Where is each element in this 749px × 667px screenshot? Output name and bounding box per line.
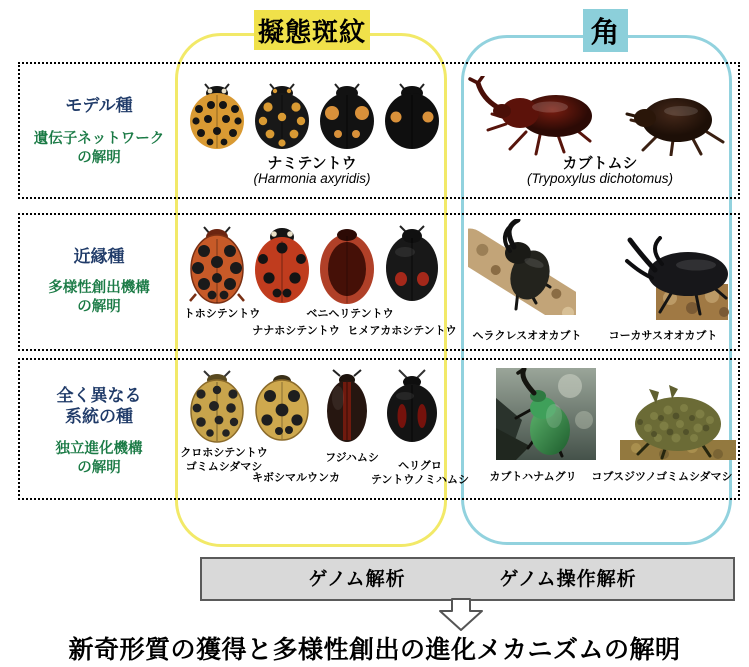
bug-photo-kiboshimaruunka xyxy=(251,368,313,446)
species-label-kurohoshi-line2: ゴミムシダマシ xyxy=(185,460,263,473)
horn-column-header: 角 xyxy=(583,9,628,52)
caucasus-beetle-photo xyxy=(600,236,735,320)
kabutomushi-photos xyxy=(466,76,731,156)
row1-goal-line2: の解明 xyxy=(77,150,121,166)
species-label-tohoshi: トホシテントウ xyxy=(183,308,261,320)
related-ladybug-photos xyxy=(186,222,443,306)
species-label-kurohoshi-line1: クロホシテントウ xyxy=(180,447,268,459)
ladybug-photo-nanahoshi xyxy=(251,222,313,306)
beetle-photo-heriguro-tentounomihamushi xyxy=(381,368,443,446)
species-label-beniheri: ベニヘリテントウ xyxy=(306,308,394,320)
ladybug-photo-black-four-spots xyxy=(316,82,378,150)
kabutomushi-caption: カブトムシ xyxy=(562,155,638,172)
row3-category-line1: 全く異なる xyxy=(56,386,142,405)
kabutohanamuguri-photo xyxy=(496,368,596,460)
species-label-caucasus: コーカサスオオカブト xyxy=(608,330,718,342)
row3-goal-line2: の解明 xyxy=(77,460,121,476)
row2-goal-line2: の解明 xyxy=(77,299,121,315)
species-label-kobusujitsuno: コブスジツノゴミムシダマシ xyxy=(591,471,733,483)
harmonia-latin-name: (Harmonia axyridis) xyxy=(253,171,371,186)
ladybug-photo-orange-many-spots xyxy=(186,82,248,150)
row2-goal xyxy=(20,279,178,317)
mimicry-column-header: 擬態斑紋 xyxy=(254,10,370,50)
ladybug-photo-tohoshi xyxy=(186,222,248,306)
rhino-beetle-male-photo xyxy=(466,76,616,156)
row3-category xyxy=(20,385,178,427)
row3-goal-line1: 独立進化機構 xyxy=(55,441,143,457)
species-label-hercules: ヘラクレスオオカブト xyxy=(472,330,582,342)
species-label-heriguro xyxy=(371,460,469,487)
conclusion-title: 新奇形質の獲得と多様性創出の進化メカニズムの解明 xyxy=(68,636,681,664)
ladybug-photo-himeakahoshi xyxy=(381,222,443,306)
beetle-photo-fujihamushi xyxy=(316,368,378,446)
species-label-kiboshimaruunka: キボシマルウンカ xyxy=(252,472,340,484)
species-label-kurohoshi xyxy=(180,447,267,474)
kabutomushi-latin-name: (Trypoxylus dichotomus) xyxy=(526,171,674,186)
ladybug-photo-beniheri xyxy=(316,222,378,306)
row3-goal xyxy=(20,440,178,478)
genome-analysis-label: ゲノム解析 xyxy=(308,569,406,590)
genome-manipulation-label: ゲノム操作解析 xyxy=(499,569,637,590)
species-label-kabutohanamuguri: カブトハナムグリ xyxy=(489,471,577,483)
species-label-heriguro-line1: ヘリグロ xyxy=(398,460,442,472)
row1-goal-line1: 遺伝子ネットワーク xyxy=(33,131,165,147)
row2-category xyxy=(20,246,178,267)
row3-category-line2: 系統の種 xyxy=(65,407,133,426)
species-label-heriguro-line2: テントウノミハムシ xyxy=(370,473,470,486)
species-label-fujihamushi: フジハムシ xyxy=(325,452,379,464)
row1-goal xyxy=(20,130,178,168)
row1-category-title: モデル種 xyxy=(65,96,133,115)
harmonia-caption: ナミテントウ xyxy=(267,155,357,172)
harmonia-morph-photos xyxy=(186,82,443,150)
analysis-process-box xyxy=(200,557,735,601)
distant-mimic-photos xyxy=(186,368,443,446)
species-label-nanahoshi: ナナホシテントウ xyxy=(252,325,340,337)
beetle-photo-kurohoshi-gomimushidamashi xyxy=(186,368,248,446)
row1-category xyxy=(20,95,178,116)
hercules-beetle-photo xyxy=(468,219,576,315)
ladybug-photo-black-orange-spots xyxy=(251,82,313,150)
kobusujitsuno-photo xyxy=(606,384,736,460)
ladybug-photo-black-two-spots xyxy=(381,82,443,150)
row2-goal-line1: 多様性創出機構 xyxy=(48,280,150,296)
species-label-himeakahoshi: ヒメアカホシテントウ xyxy=(347,325,457,337)
row2-category-title: 近縁種 xyxy=(73,247,125,266)
rhino-beetle-female-photo xyxy=(619,84,731,156)
